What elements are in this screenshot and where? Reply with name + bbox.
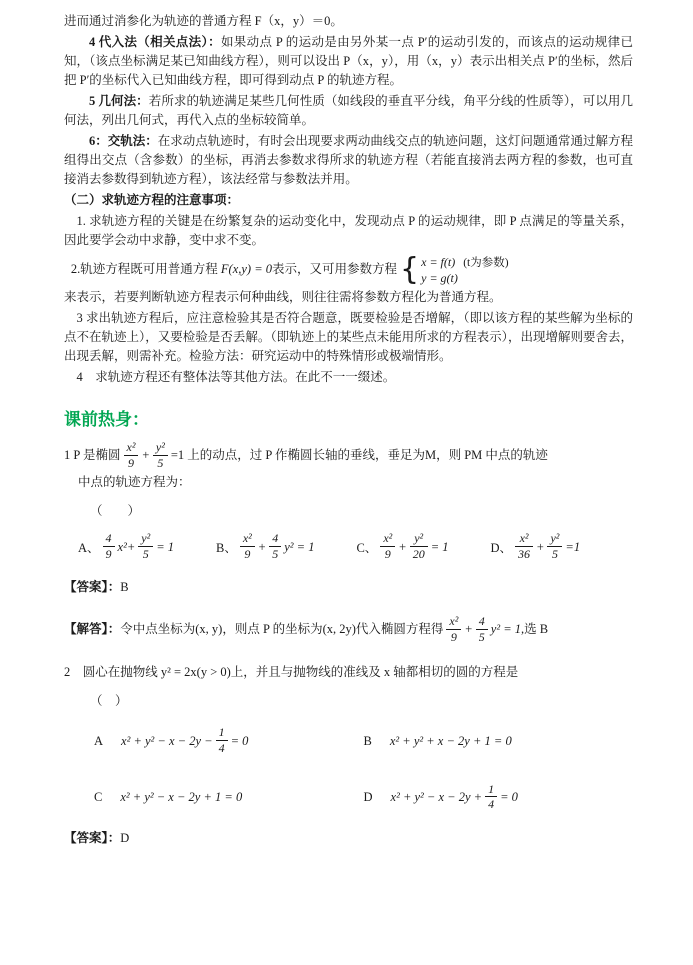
- explanation-label: 【解答】：: [64, 622, 121, 637]
- note-3-paragraph: 3 求出轨迹方程后，应注意检验其是否符合题意，既要检验是否增解，（即以该方程的某些解为坐标的点不在轨迹上），又要检验是否丢解。（即轨迹上的某些点未能用所求的方程表示），出现增解则要舍去，出现丢解，则需补充。检验方法：研究运动中的特殊情形或极端情形。: [64, 311, 633, 363]
- fraction-numerator: x²: [242, 531, 252, 546]
- fraction-denominator: 20: [410, 546, 428, 561]
- option-a-tail: = 1: [156, 539, 175, 554]
- fraction-numerator: 4: [478, 614, 485, 629]
- method-intersection-label: 6：交轨法：: [89, 134, 158, 148]
- fraction-numerator: 1: [218, 725, 225, 740]
- question-2-options: [64, 727, 633, 811]
- method-geometry-text: 若所求的轨迹满足某些几何性质（如线段的垂直平分线，角平分线的性质等），可以用几何法，列出几何式，再代入点的坐标较简单。: [64, 94, 633, 127]
- option-c-label: C、: [356, 541, 378, 556]
- question-1-stem: [64, 440, 633, 470]
- note-2-pre: 2.轨迹方程既可用普通方程: [70, 262, 221, 276]
- method-geometry-paragraph: [64, 92, 633, 130]
- fraction-denominator: 5: [269, 546, 281, 561]
- fraction: [476, 615, 488, 643]
- fraction-numerator: y²: [414, 531, 424, 546]
- note-2-mid: 表示，又可用参数方程: [272, 262, 398, 276]
- question-1-option-a: [78, 533, 174, 561]
- question-2-option-d: [363, 781, 634, 812]
- parametric-system: [400, 252, 509, 288]
- option-b-tail: y² = 1: [284, 539, 315, 554]
- question-1-stem-line2: 中点的轨迹方程为：: [78, 475, 191, 490]
- question-1-option-b: [216, 533, 314, 561]
- option-a-tail: = 0: [230, 734, 249, 748]
- option-b-mid: +: [257, 539, 267, 554]
- fraction-denominator: 5: [138, 546, 153, 561]
- fraction-one-quarter: [216, 726, 228, 754]
- question-1-answer-blank: （ ）: [90, 504, 141, 519]
- fraction: [240, 532, 255, 560]
- fraction-y2-over-5: [153, 441, 168, 469]
- question-2-option-b: [364, 727, 634, 755]
- system-equation-x: x = f(t): [421, 254, 456, 269]
- option-b-equation: x² + y² + x − 2y + 1 = 0: [389, 734, 512, 748]
- fraction: [446, 615, 461, 643]
- question-1-answer: [64, 577, 633, 597]
- explanation-tail: y² = 1,: [490, 622, 525, 637]
- option-d-label: D: [363, 790, 373, 805]
- question-1-options: [64, 533, 633, 561]
- fraction: [515, 532, 533, 560]
- note-2-continuation: 来表示，若要判断轨迹方程表示何种曲线，则往往需将参数方程化为普通方程。: [64, 290, 502, 304]
- fraction-denominator: 36: [515, 546, 533, 561]
- question-2-stem: 2 圆心在抛物线 y² = 2x(y > 0)上，并且与抛物线的准线及 x 轴都相切的圆的方程是: [64, 665, 519, 680]
- question-2: [64, 661, 633, 847]
- question-1: [64, 440, 633, 645]
- option-b-label: B、: [216, 541, 237, 556]
- option-c-equation: x² + y² − x − 2y + 1 = 0: [120, 790, 243, 805]
- method-substitution-label: 4 代入法（相关点法）：: [89, 35, 221, 49]
- question-1-option-d: [491, 533, 581, 561]
- option-b-label: B: [363, 734, 372, 748]
- method-geometry-label: 5 几何法：: [89, 94, 149, 108]
- question-2-option-a: [94, 727, 364, 755]
- answer-label: 【答案】：: [64, 830, 121, 845]
- fraction-denominator: 4: [485, 796, 497, 811]
- fraction-denominator: 9: [380, 546, 395, 561]
- question-2-option-c: [94, 784, 364, 812]
- left-brace-icon: {: [400, 252, 420, 288]
- fraction-x2-over-9: [124, 441, 139, 469]
- answer-value: B: [120, 580, 129, 595]
- answer-value: D: [120, 830, 130, 845]
- fraction: [138, 532, 153, 560]
- fraction-numerator: 4: [272, 531, 279, 546]
- system-equation-y: y = g(t): [421, 270, 458, 285]
- option-d-mid: +: [536, 539, 545, 554]
- fraction-numerator: y²: [550, 531, 560, 546]
- option-a-mid: x²+: [117, 539, 136, 554]
- note-4-paragraph: 4 求轨迹方程还有整体法等其他方法。在此不一一缀述。: [76, 370, 396, 384]
- fraction-numerator: 4: [105, 531, 112, 546]
- fraction-denominator: 5: [153, 455, 168, 470]
- general-equation: F(x,y) = 0: [220, 262, 273, 276]
- fraction-numerator: x²: [519, 531, 529, 546]
- option-c-mid: +: [398, 539, 407, 554]
- question-2-answer-blank: （ ）: [90, 694, 128, 709]
- explanation-choice: 选 B: [524, 622, 549, 637]
- option-d-tail: = 0: [500, 790, 518, 805]
- option-a-equation: x² + y² − x − 2y −: [121, 734, 213, 748]
- fraction-numerator: y²: [155, 440, 165, 455]
- fraction-denominator: 9: [446, 629, 461, 644]
- parameter-note: (t为参数): [463, 256, 509, 269]
- option-c-tail: = 1: [430, 539, 449, 554]
- fraction-numerator: y²: [141, 531, 151, 546]
- q1-stem-pre: 1 P 是椭圆: [64, 448, 121, 462]
- q1-stem-post: =1 上的动点，过 P 作椭圆长轴的垂线，垂足为M，则 PM 中点的轨迹: [170, 448, 548, 462]
- fraction-denominator: 5: [547, 546, 562, 561]
- fraction-denominator: 9: [124, 455, 139, 470]
- explanation-plus-operator: +: [464, 622, 473, 637]
- method-intersection-text: 在求动点轨迹时，有时会出现要求两动曲线交点的轨迹问题，这灯问题通常通过解方程组得出交点（含参数）的坐标，再消去参数求得所求的轨迹方程（若能直接消去两方程的参数，也可直接消去参数得到轨迹方程），该法经常与参数法并用。: [64, 134, 633, 186]
- option-a-label: A、: [78, 541, 100, 556]
- question-1-option-c: [356, 533, 448, 561]
- explanation-pre: 令中点坐标为(x, y)，则点 P 的坐标为(x, 2y)代入椭圆方程得: [120, 622, 444, 637]
- option-c-label: C: [94, 790, 103, 805]
- fraction-denominator: 5: [476, 629, 488, 644]
- fraction: [380, 532, 395, 560]
- fraction-denominator: 4: [216, 740, 228, 755]
- fraction-denominator: 9: [240, 546, 255, 561]
- system-rows: [421, 255, 508, 286]
- option-d-tail: =1: [565, 539, 581, 554]
- fraction-numerator: x²: [126, 440, 136, 455]
- q1-plus-operator: +: [141, 448, 150, 462]
- option-d-equation: x² + y² − x − 2y +: [390, 790, 483, 805]
- question-2-answer: [64, 828, 633, 848]
- note-1-paragraph: 1. 求轨迹方程的关键是在纷繁复杂的运动变化中，发现动点 P 的运动规律，即 P 点满足的等量关系，因此要学会动中求静，变中求不变。: [64, 214, 633, 247]
- method-intersection-paragraph: [64, 132, 633, 189]
- note-2-paragraph: [64, 252, 633, 286]
- option-d-label: D、: [490, 541, 513, 556]
- warmup-heading: 课前热身：: [64, 410, 149, 429]
- fraction-numerator: x²: [449, 614, 459, 629]
- intro-paragraph: 进而通过消参化为轨迹的普通方程 F（x，y）＝0。: [64, 14, 343, 28]
- fraction-numerator: 1: [488, 781, 495, 796]
- answer-label: 【答案】：: [64, 580, 121, 595]
- fraction: [103, 532, 115, 560]
- fraction-one-quarter: [485, 783, 497, 811]
- method-substitution-paragraph: [64, 33, 633, 90]
- fraction: [410, 532, 428, 560]
- method-substitution-text: 如果动点 P 的运动是由另外某一点 P′的运动引发的，而该点的运动规律已知，（该点坐标满足某已知曲线方程），则可以设出 P（x，y），用（x，y）表示出相关点 P′的坐标，然后把 P′的坐标代入已知曲线方程，即可得到动点 P 的轨迹方程。: [64, 35, 633, 87]
- fraction-numerator: x²: [383, 531, 393, 546]
- option-a-label: A: [94, 734, 104, 748]
- fraction: [547, 532, 562, 560]
- fraction-denominator: 9: [103, 546, 115, 561]
- system-row-x: [421, 255, 508, 271]
- question-1-explanation: [64, 613, 633, 645]
- fraction: [269, 532, 281, 560]
- section-2-title: （二）求轨迹方程的注意事项：: [64, 193, 240, 207]
